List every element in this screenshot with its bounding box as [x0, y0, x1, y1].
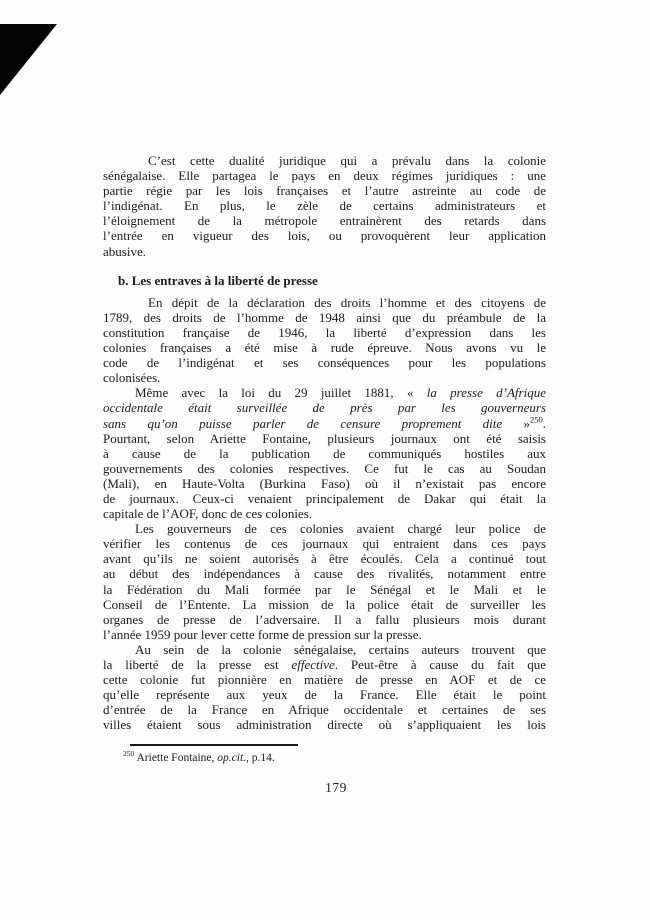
text-segment: , p.14.	[246, 752, 275, 764]
text-segment: l’indigénat. En plus, le zèle de certains administrateurs et	[103, 198, 546, 214]
text-segment: abusive.	[103, 243, 146, 259]
text-segment: d’entrée de la France en Afrique occidentale et certaines de ses	[103, 702, 546, 718]
text-segment: organes de presse de l’adversaire. Il a fallu plusieurs mois durant	[103, 611, 546, 627]
text-segment: (Mali), en Haute-Volta (Burkina Faso) où il n’existait pas encore	[103, 475, 546, 491]
text-segment: Ariette Fontaine,	[134, 752, 218, 764]
text-line	[103, 551, 546, 566]
text-line	[103, 536, 546, 551]
text-line	[103, 702, 546, 717]
italic-text: occidentale était surveillée de près par les gouverneurs	[103, 400, 546, 416]
text-segment: partie régie par les lois françaises et l’autre astreinte au code de	[103, 183, 546, 199]
text-segment: colonies françaises a été mise à rude épreuve. Nous avons vu le	[103, 340, 546, 356]
italic-text: op.cit.	[217, 752, 247, 764]
text-segment: l’entrée en vigueur des lois, ou provoquèrent leur application	[103, 228, 546, 244]
text-line	[103, 416, 546, 431]
section-heading: b. Les entraves à la liberté de presse	[118, 272, 318, 288]
text-segment: à cause de la publication de communiqués hostiles aux	[103, 445, 546, 461]
text-line	[103, 168, 546, 183]
text-line	[103, 446, 546, 461]
text-line	[103, 627, 546, 642]
text-line	[103, 582, 546, 597]
text-line	[103, 506, 546, 521]
text-line	[103, 476, 546, 491]
text-segment: de journaux. Ceux-ci venaient principalement de Dakar qui était la	[103, 490, 546, 506]
text-line	[103, 431, 546, 446]
text-segment: En dépit de la déclaration des droits l’homme et des citoyens de	[148, 294, 546, 310]
text-segment: Même avec la loi du 29 juillet 1881, «	[135, 385, 427, 401]
text-line	[103, 370, 546, 385]
text-line	[103, 183, 546, 198]
text-line	[103, 340, 546, 355]
text-segment: capitale de l’AOF, donc de ces colonies.	[103, 506, 313, 522]
text-line	[103, 400, 546, 415]
text-line	[103, 325, 546, 340]
text-block	[103, 153, 546, 732]
footnote-reference: 250	[123, 749, 135, 759]
text-line	[103, 228, 546, 243]
scan-corner-artifact	[0, 24, 57, 95]
text-line	[103, 717, 546, 732]
text-segment: l’éloignement de la métropole entrainèrent des retards dans	[103, 213, 546, 229]
text-line	[103, 244, 546, 259]
text-segment: au début des indépendances à cause des rivalités, notamment entre	[103, 566, 546, 582]
text-segment: code de l’indigénat et ses conséquences pour les populations	[103, 355, 546, 371]
text-segment: Conseil de l’Entente. La mission de la police était de surveiller les	[103, 596, 546, 612]
text-segment: sénégalaise. Elle partagea le pays en deux régimes juridiques : une	[103, 168, 546, 184]
text-segment: colonisées.	[103, 370, 161, 386]
text-segment: cette colonie fut pionnière en matière de presse en AOF et de ce	[103, 672, 546, 688]
text-line	[103, 355, 546, 370]
text-segment: »	[502, 415, 531, 431]
text-line	[103, 521, 546, 536]
text-line	[103, 295, 546, 310]
text-line	[103, 597, 546, 612]
text-segment: Au sein de la colonie sénégalaise, certains auteurs trouvent que	[135, 641, 546, 657]
text-segment: vérifier les contenus de ces journaux qui entraient dans ces pays	[103, 536, 546, 552]
page-number: 179	[325, 780, 347, 795]
text-line	[103, 687, 546, 702]
italic-text: sans qu’on puisse parler de censure proprement dite	[103, 415, 503, 431]
text-segment: . Peut-être à cause du fait que	[334, 657, 547, 672]
text-line	[103, 153, 546, 168]
text-segment: villes étaient sous administration directe où s’appliquaient les lois	[103, 717, 546, 733]
text-segment: l’année 1959 pour lever cette forme de pression sur la presse.	[103, 626, 422, 642]
footnote-separator	[130, 744, 298, 746]
text-line	[103, 612, 546, 627]
text-segment: la Fédération du Mali formée par le Sénégal et le Mali et le	[103, 581, 546, 597]
text-line	[103, 198, 546, 213]
text-line	[103, 461, 546, 476]
text-line	[103, 385, 546, 400]
text-line	[103, 213, 546, 228]
footnote-reference: 250	[530, 414, 543, 425]
text-line	[103, 566, 546, 581]
text-line	[103, 642, 546, 657]
text-segment: qu’elle représente aux yeux de la France. Elle était le point	[103, 687, 546, 703]
text-line	[103, 491, 546, 506]
italic-text: la presse d’Afrique	[426, 385, 546, 401]
text-segment: 1789, des droits de l’homme de 1948 ainsi que du préambule de la	[103, 309, 546, 325]
text-segment: Les gouverneurs de ces colonies avaient chargé leur police de	[135, 521, 546, 537]
text-segment: Pourtant, selon Ariette Fontaine, plusieurs journaux ont été saisis	[103, 430, 546, 446]
footnote	[103, 751, 546, 766]
text-segment: C’est cette dualité juridique qui a prévalu dans la colonie	[148, 153, 546, 168]
text-segment: avant qu’ils ne soient autorisés à être écoulés. Cela a continué tout	[103, 551, 546, 567]
text-line	[103, 657, 546, 672]
text-segment: gouvernements des colonies respectives. Ce fut le cas au Soudan	[103, 460, 546, 476]
italic-text: effective	[291, 657, 335, 672]
text-line	[103, 672, 546, 687]
text-segment: .	[542, 415, 547, 431]
text-segment: la liberté de la presse est	[103, 657, 292, 672]
text-line	[103, 310, 546, 325]
text-segment: constitution française de 1946, la liberté d’expression dans les	[103, 324, 546, 340]
